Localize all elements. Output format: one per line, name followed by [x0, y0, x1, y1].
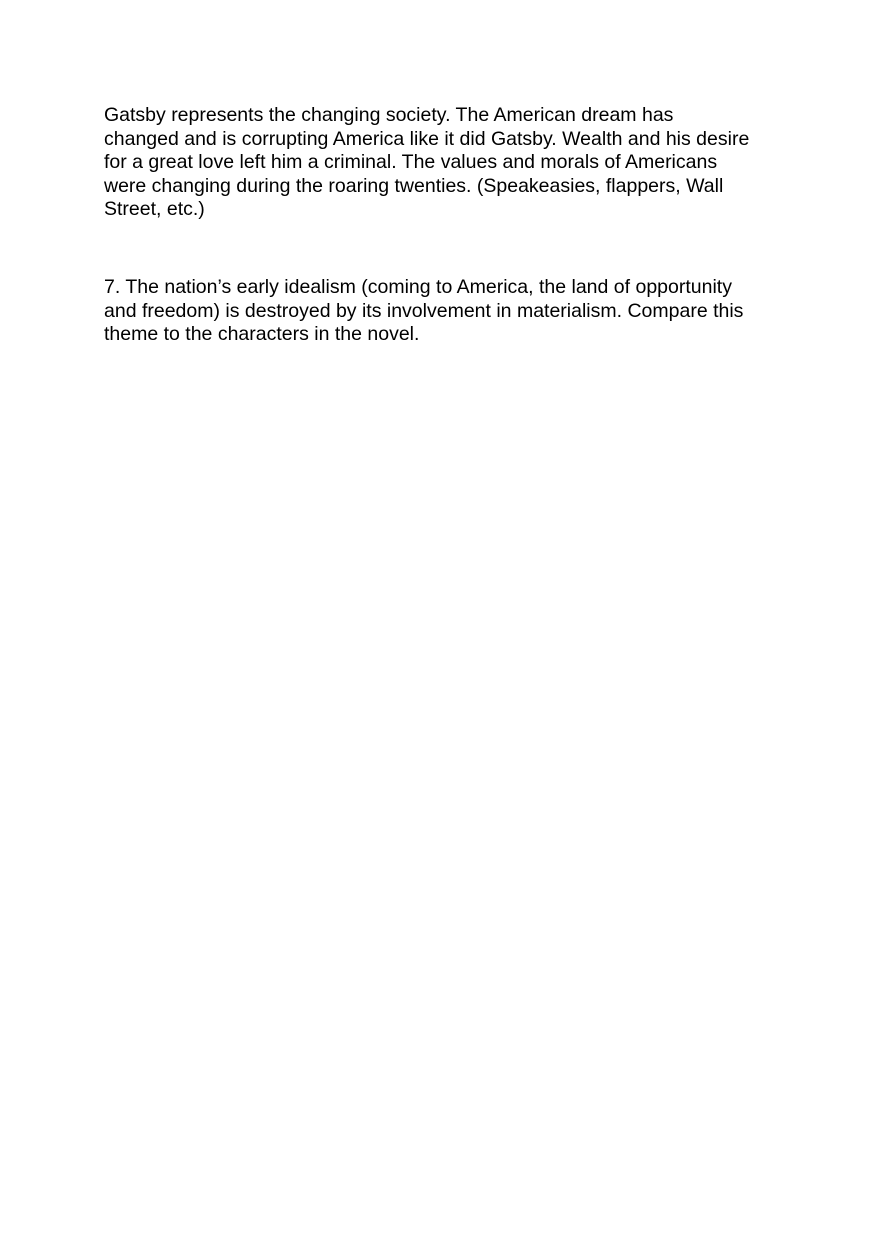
paragraph-line: changed and is corrupting America like it did Gatsby. Wealth and his desire — [104, 127, 750, 150]
paragraph-line: 7. The nation’s early idealism (coming to America, the land of opportunity — [104, 276, 732, 298]
paragraph-line: theme to the characters in the novel. — [104, 323, 420, 345]
paragraph-line: for a great love left him a criminal. The values and morals of Americans — [104, 151, 718, 173]
paragraph-line: were changing during the roaring twenties. (Speakeasies, flappers, Wall — [104, 174, 724, 197]
paragraph-line: Gatsby represents the changing society. The American dream has — [104, 104, 674, 126]
paragraph-line: and freedom) is destroyed by its involvement in materialism. Compare this — [104, 299, 744, 322]
question-7 — [104, 276, 784, 347]
paragraph-gatsby-society — [104, 104, 784, 222]
paragraph-line: Street, etc.) — [104, 198, 205, 220]
